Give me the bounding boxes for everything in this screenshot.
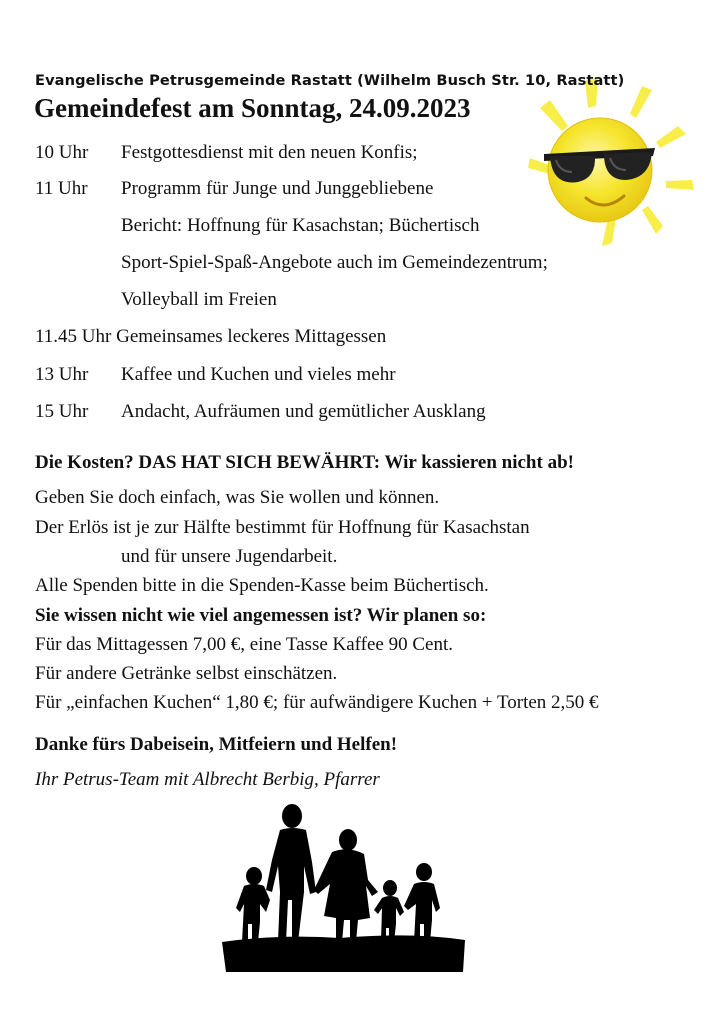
costs-line: Für das Mittagessen 7,00 €, eine Tasse Kaffee 90 Cent.	[35, 634, 453, 655]
costs-line: Der Erlös ist je zur Hälfte bestimmt für Hoffnung für Kasachstan	[35, 517, 530, 538]
sun-with-sunglasses-icon	[500, 68, 715, 268]
costs-line: Geben Sie doch einfach, was Sie wollen und können.	[35, 487, 440, 508]
schedule-desc: Programm für Junge und Junggebliebene	[121, 178, 434, 199]
schedule-row	[35, 142, 418, 164]
family-silhouette	[220, 800, 470, 978]
signature-line: Ihr Petrus-Team mit Albrecht Berbig, Pfarrer	[35, 769, 380, 790]
organization-header: Evangelische Petrusgemeinde Rastatt (Wilhelm Busch Str. 10, Rastatt)	[35, 72, 625, 89]
costs-line: Für „einfachen Kuchen“ 1,80 €; für aufwändigere Kuchen + Torten 2,50 €	[35, 692, 599, 713]
schedule-row	[35, 178, 433, 200]
schedule-desc: Andacht, Aufräumen und gemütlicher Ausklang	[121, 401, 486, 422]
costs-question: Sie wissen nicht wie viel angemessen ist? Wir planen so:	[35, 605, 487, 626]
costs-line: Für andere Getränke selbst einschätzen.	[35, 663, 338, 684]
thanks-line: Danke fürs Dabeisein, Mitfeiern und Helfen!	[35, 734, 398, 755]
schedule-desc: Kaffee und Kuchen und vieles mehr	[121, 364, 396, 385]
child-figure-right	[404, 863, 440, 942]
schedule-time: 15 Uhr	[35, 401, 89, 422]
schedule-continuation: Volleyball im Freien	[121, 289, 277, 310]
costs-line: Alle Spenden bitte in die Spenden-Kasse beim Büchertisch.	[35, 575, 489, 596]
schedule-time: 11 Uhr	[35, 178, 88, 199]
schedule-row	[35, 401, 486, 423]
schedule-continuation: Bericht: Hoffnung für Kasachstan; Büchertisch	[121, 215, 480, 236]
child-figure-small	[374, 880, 404, 942]
father-figure	[266, 804, 316, 942]
mother-figure	[314, 829, 378, 942]
costs-line: und für unsere Jugendarbeit.	[121, 546, 338, 567]
schedule-row	[35, 364, 396, 386]
schedule-time: 10 Uhr	[35, 142, 89, 163]
child-figure-left	[236, 867, 270, 942]
schedule-desc: Festgottesdienst mit den neuen Konfis;	[121, 142, 418, 163]
schedule-row: 11.45 Uhr Gemeinsames leckeres Mittagessen	[35, 326, 387, 347]
page-title: Gemeindefest am Sonntag, 24.09.2023	[34, 93, 471, 123]
costs-heading: Die Kosten? DAS HAT SICH BEWÄHRT: Wir kassieren nicht ab!	[35, 452, 574, 473]
schedule-time: 13 Uhr	[35, 364, 89, 385]
schedule-continuation: Sport-Spiel-Spaß-Angebote auch im Gemeindezentrum;	[121, 252, 548, 273]
